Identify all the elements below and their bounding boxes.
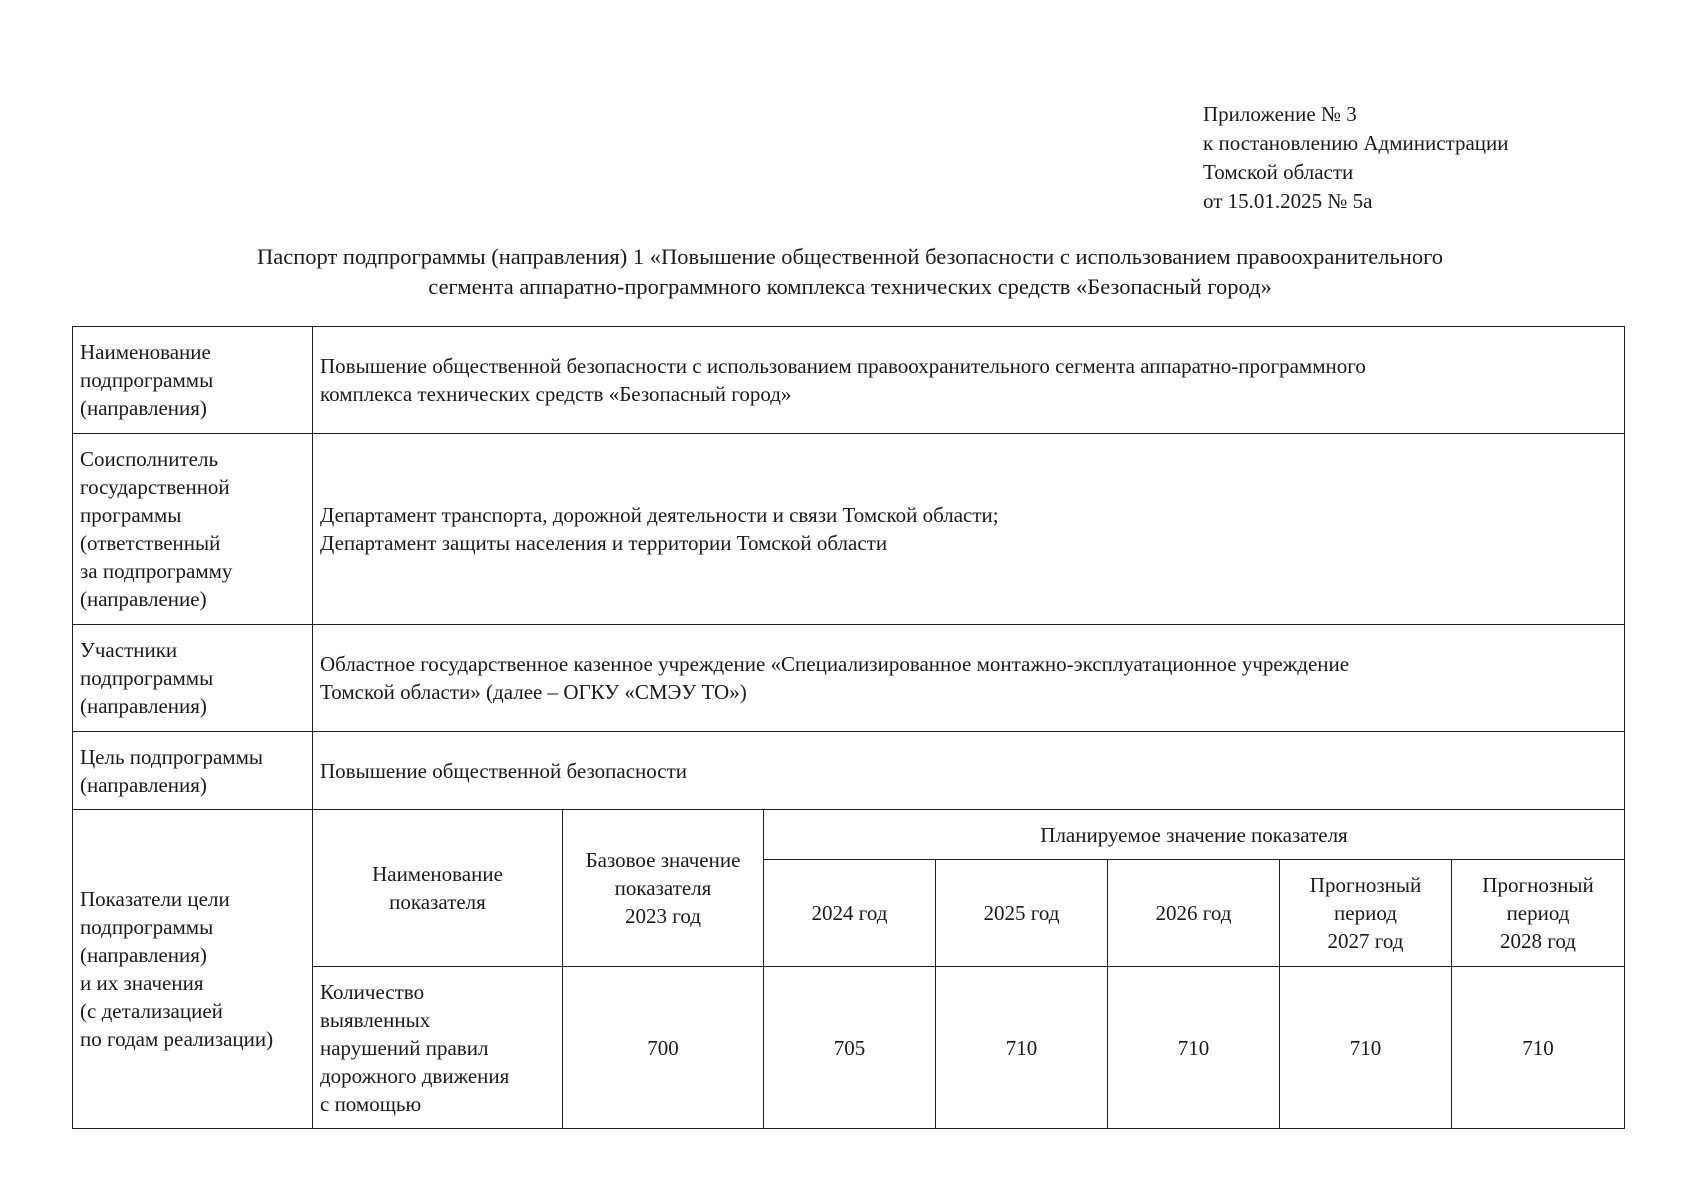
- indicator-name-cell: Количество выявленных нарушений правил дорожного движения с помощью: [313, 967, 563, 1129]
- value-2026: 710: [1108, 967, 1280, 1129]
- value-base-2023: 700: [563, 967, 764, 1129]
- appendix-line: Томской области: [1203, 160, 1354, 184]
- value-2024: 705: [764, 967, 936, 1129]
- value-2027: 710: [1280, 967, 1452, 1129]
- title-line: Паспорт подпрограммы (направления) 1 «Повышение общественной безопасности с использованием правоохранительного: [257, 244, 1443, 269]
- table-row: [73, 327, 1625, 434]
- passport-table: [72, 326, 1625, 1129]
- row-label-indicators: Показатели цели подпрограммы (направления) и их значения (с детализацией по годам реализации): [73, 810, 313, 1129]
- column-header-base-value: Базовое значение показателя 2023 год: [563, 810, 764, 967]
- column-header-planned: Планируемое значение показателя: [764, 810, 1625, 860]
- column-header-2026: 2026 год: [1108, 860, 1280, 967]
- value-2028: 710: [1452, 967, 1625, 1129]
- row-value-goal: Повышение общественной безопасности: [313, 732, 1625, 810]
- table-row: [73, 434, 1625, 625]
- row-value-participants: Областное государственное казенное учреждение «Специализированное монтажно-эксплуатационное учреждение Томской области» (далее – ОГКУ «СМЭУ ТО»): [313, 625, 1625, 732]
- table-row: [73, 810, 1625, 860]
- value-2025: 710: [936, 967, 1108, 1129]
- column-header-indicator-name: Наименование показателя: [313, 810, 563, 967]
- row-label-name: Наименование подпрограммы (направления): [73, 327, 313, 434]
- column-header-2025: 2025 год: [936, 860, 1108, 967]
- document-title: [72, 242, 1628, 302]
- appendix-header: [1203, 100, 1509, 216]
- row-value-coexecutor: Департамент транспорта, дорожной деятельности и связи Томской области; Департамент защиты населения и территории Томской области: [313, 434, 1625, 625]
- appendix-line: Приложение № 3: [1203, 102, 1357, 126]
- title-line: сегмента аппаратно-программного комплекса технических средств «Безопасный город»: [428, 274, 1272, 299]
- row-label-goal: Цель подпрограммы (направления): [73, 732, 313, 810]
- appendix-line: от 15.01.2025 № 5а: [1203, 189, 1373, 213]
- appendix-line: к постановлению Администрации: [1203, 131, 1509, 155]
- column-header-2024: 2024 год: [764, 860, 936, 967]
- table-row: [73, 732, 1625, 810]
- row-label-participants: Участники подпрограммы (направления): [73, 625, 313, 732]
- row-value-name: Повышение общественной безопасности с использованием правоохранительного сегмента аппаратно-программного комплекса технических средств «Безопасный город»: [313, 327, 1625, 434]
- row-label-coexecutor: Соисполнитель государственной программы (ответственный за подпрограмму (направление): [73, 434, 313, 625]
- column-header-2028: Прогнозный период 2028 год: [1452, 860, 1625, 967]
- column-header-2027: Прогнозный период 2027 год: [1280, 860, 1452, 967]
- table-row: [73, 625, 1625, 732]
